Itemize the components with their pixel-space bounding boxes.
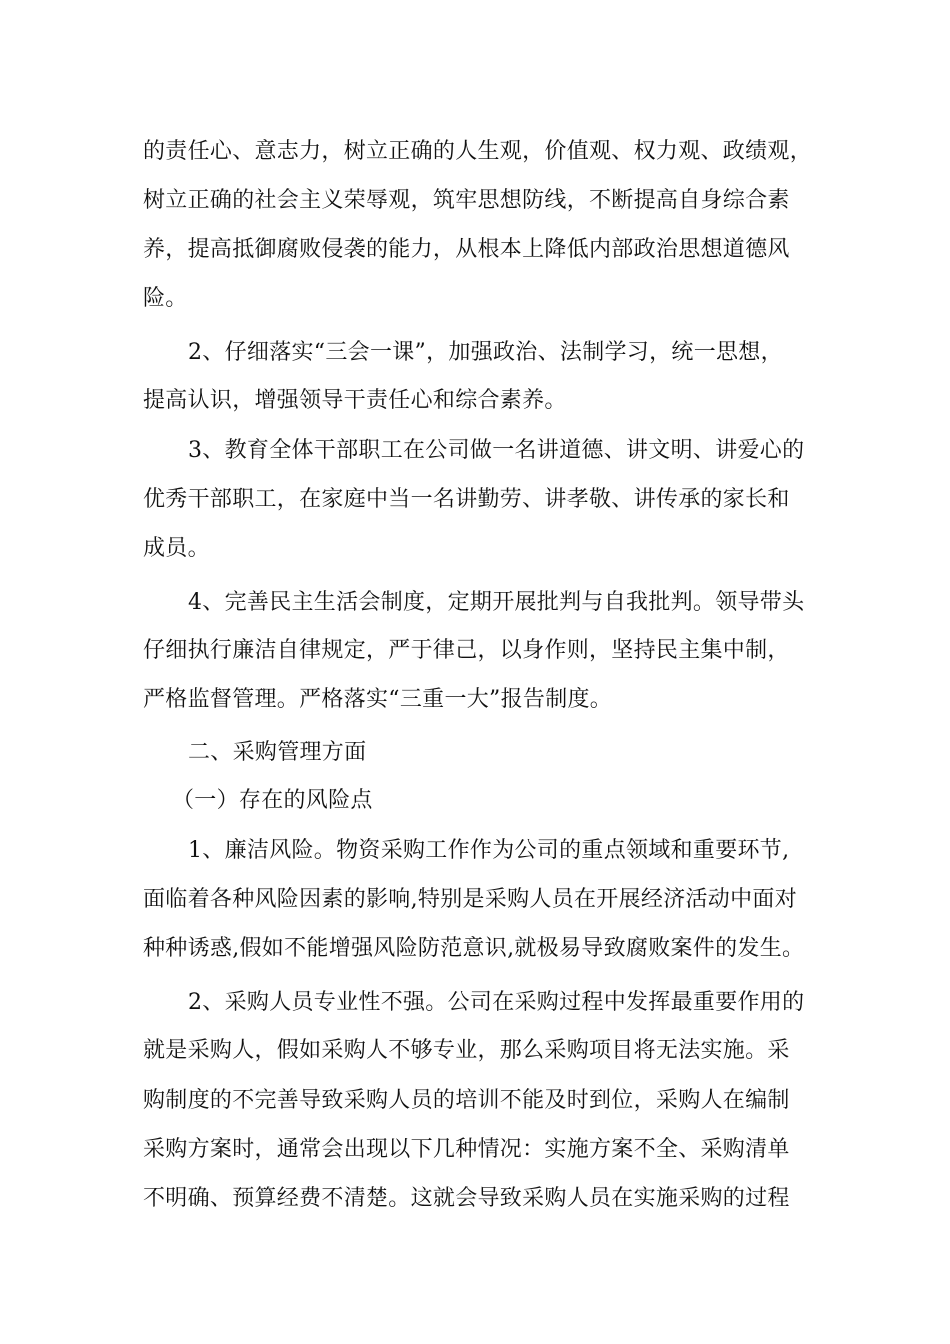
text-line: 养，提高抵御腐败侵袭的能力，从根本上降低内部政治思想道德风 — [143, 237, 790, 262]
text-line: 4、完善民主生活会制度，定期开展批判与自我批判。领导带头 — [188, 590, 805, 615]
text-line: 种种诱惑,假如不能增强风险防范意识,就极易导致腐败案件的发生。 — [143, 936, 805, 961]
text-line: 不明确、预算经费不清楚。这就会导致采购人员在实施采购的过程 — [143, 1186, 790, 1211]
text-line: 仔细执行廉洁自律规定，严于律己，以身作则，坚持民主集中制， — [143, 638, 790, 663]
text-line: 采购方案时，通常会出现以下几种情况：实施方案不全、采购清单 — [143, 1137, 790, 1162]
text-line: 成员。 — [143, 536, 210, 561]
text-line: 险。 — [143, 286, 188, 311]
subsection-heading: （一）存在的风险点 — [172, 788, 373, 813]
text-line: 提高认识，增强领导干责任心和综合素养。 — [143, 388, 567, 413]
text-line: 2、仔细落实“三会一课”，加强政治、法制学习，统一思想， — [188, 340, 783, 365]
text-line: 1、廉洁风险。物资采购工作作为公司的重点领域和重要环节, — [188, 838, 790, 863]
text-line: 的责任心、意志力，树立正确的人生观，价值观、权力观、政绩观， — [143, 139, 813, 164]
text-line: 购制度的不完善导致采购人员的培训不能及时到位，采购人在编制 — [143, 1088, 790, 1113]
text-line: 优秀干部职工，在家庭中当一名讲勤劳、讲孝敬、讲传承的家长和 — [143, 487, 790, 512]
text-line: 3、教育全体干部职工在公司做一名讲道德、讲文明、讲爱心的 — [188, 438, 805, 463]
text-line: 2、采购人员专业性不强。公司在采购过程中发挥最重要作用的 — [188, 990, 805, 1015]
text-line: 严格监督管理。严格落实“三重一大”报告制度。 — [143, 687, 613, 712]
text-line: 面临着各种风险因素的影响,特别是采购人员在开展经济活动中面对 — [143, 887, 797, 912]
text-line: 就是采购人，假如采购人不够专业，那么采购项目将无法实施。采 — [143, 1038, 790, 1063]
section-heading: 二、采购管理方面 — [188, 740, 367, 765]
text-line: 树立正确的社会主义荣辱观，筑牢思想防线，不断提高自身综合素 — [143, 188, 790, 213]
